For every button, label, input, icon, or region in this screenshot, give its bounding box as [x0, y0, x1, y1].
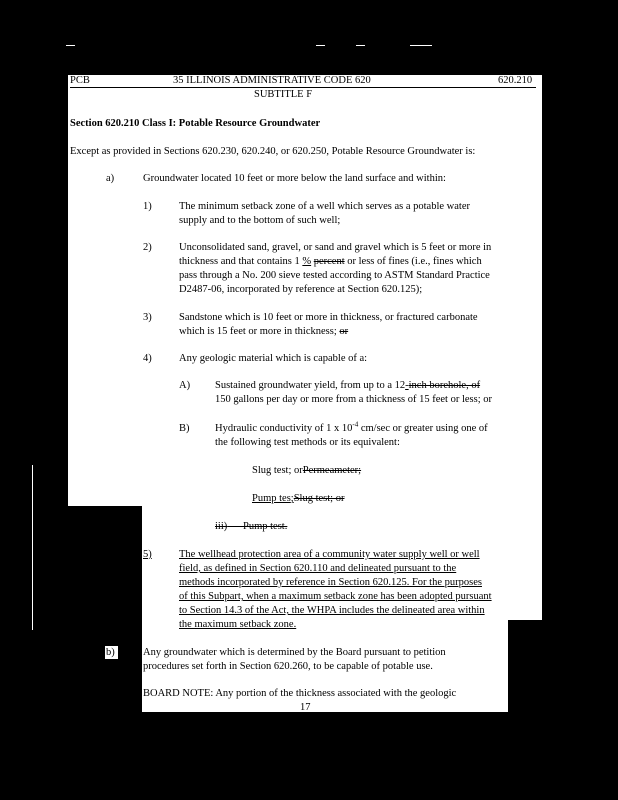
item-4-label: 4) — [143, 353, 152, 364]
page-number: 17 — [300, 702, 311, 713]
header-subtitle: SUBTITLE F — [254, 89, 313, 100]
item-b-line2: procedures set forth in Section 620.260, to be capable of potable use. — [143, 661, 433, 672]
item-1-label: 1) — [143, 201, 152, 212]
top-dash-1 — [66, 45, 75, 46]
item-4A-line1: Sustained groundwater yield, from up to a 12-inch borehole, of — [215, 380, 481, 391]
test-method-3: iii) Pump test. — [215, 521, 288, 532]
section-title: Section 620.210 Class I: Potable Resource Groundwater — [70, 118, 321, 129]
item-3-line2: which is 15 feet or more in thickness; or — [179, 326, 349, 337]
item-b-line1: Any groundwater which is determined by the Board pursuant to petition — [143, 647, 446, 658]
item-4A-line2: 150 gallons per day or more from a thickness of 15 feet or less; or — [215, 394, 493, 405]
item-4-text: Any geologic material which is capable of a: — [179, 353, 368, 364]
item-5-label: 5) — [143, 549, 152, 560]
item-5-line3: methods incorporated by reference in Section 620.125. For the purposes — [179, 577, 482, 588]
test-method-1: Slug test; orPermeameter; — [252, 465, 362, 476]
item-5-line1: The wellhead protection area of a community water supply well or well — [179, 549, 480, 560]
item-2-line2: thickness and that contains 1 % percent or less of fines (i.e., fines which — [179, 256, 482, 267]
item-3-line1: Sandstone which is 10 feet or more in thickness, or fractured carbonate — [179, 312, 478, 323]
top-dash-4 — [410, 45, 432, 46]
item-4B-line2: the following test methods or its equivalent: — [215, 437, 400, 448]
item-a-label: a) — [106, 173, 115, 184]
item-a-text: Groundwater located 10 feet or more below the land surface and within: — [143, 173, 446, 184]
item-4B-line1: Hydraulic conductivity of 1 x $10^{-4}$ cm/sec or greater using one of — [215, 420, 488, 434]
item-2-label: 2) — [143, 242, 152, 253]
item-5-line6: the maximum setback zone. — [179, 619, 297, 630]
top-dash-3 — [356, 45, 365, 46]
board-note: BOARD NOTE: Any portion of the thickness associated with the geologic — [143, 688, 457, 699]
item-3-label: 3) — [143, 312, 152, 323]
intro-paragraph: Except as provided in Sections 620.230, 620.240, or 620.250, Potable Resource Groundwater is: — [70, 146, 476, 157]
item-5-line2: field, as defined in Section 620.110 and delineated pursuant to the — [179, 563, 457, 574]
item-2-line1: Unconsolidated sand, gravel, or sand and gravel which is 5 feet or more in — [179, 242, 492, 253]
header-right: 620.210 — [498, 75, 533, 86]
item-1-line1: The minimum setback zone of a well which serves as a potable water — [179, 201, 470, 212]
left-margin-line — [32, 465, 33, 630]
item-5-line5: to Section 14.3 of the Act, the WHPA includes the delineated area within — [179, 605, 485, 616]
item-2-line4: D2487-06, incorporated by reference at Section 620.125); — [179, 284, 423, 295]
test-method-2: Pump tes;Slug test; or — [252, 493, 345, 504]
item-4B-label: B) — [179, 423, 190, 434]
header-left: PCB — [70, 75, 90, 86]
item-1-line2: supply and to the bottom of such well; — [179, 215, 341, 226]
item-2-line3: pass through a No. 200 sieve tested according to ASTM Standard Practice — [179, 270, 490, 281]
item-5-line4: of this Subpart, when a maximum setback zone has been adopted pursuant — [179, 591, 492, 602]
top-dash-2 — [316, 45, 325, 46]
item-4A-label: A) — [179, 380, 191, 391]
header-center: 35 ILLINOIS ADMINISTRATIVE CODE 620 — [173, 75, 371, 86]
item-b-label: b) — [106, 647, 115, 658]
